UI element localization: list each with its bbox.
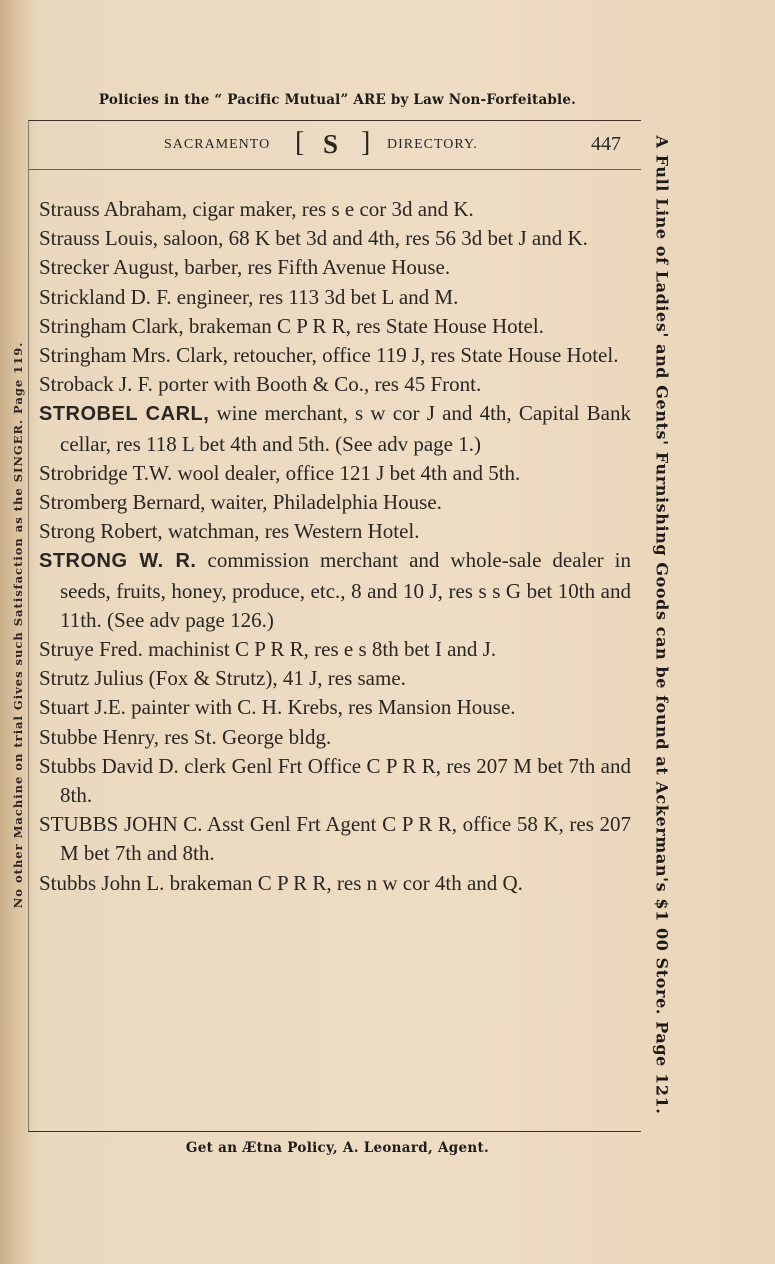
directory-entries: [39, 195, 631, 898]
directory-entry: [39, 693, 631, 722]
right-margin-advertisement: [645, 135, 679, 1115]
entry-text: Struye Fred. machinist C P R R, res e s 8th bet I and J.: [39, 637, 497, 662]
directory-entry: [39, 341, 631, 370]
entry-text: Strong Robert, watchman, res Western Hotel.: [39, 519, 420, 544]
directory-entry: [39, 253, 631, 282]
entry-name-caps: STROBEL CARL,: [39, 403, 210, 426]
directory-entry: [39, 399, 631, 458]
entry-text: Strobridge T.W. wool dealer, office 121 J bet 4th and 5th.: [39, 460, 521, 485]
left-margin-text: No other Machine on trial Gives such Satisfaction as the SINGER. Page 119.: [11, 341, 25, 909]
directory-entry: [39, 283, 631, 312]
right-margin-text: A Full Line of Ladies' and Gents' Furnishing Goods can be found at Ackerman's $1 00 Store. Page 121.: [652, 135, 672, 1115]
entry-text: Stubbs John L. brakeman C P R R, res n w cor 4th and Q.: [39, 870, 523, 895]
entry-text: Stromberg Bernard, waiter, Philadelphia House.: [39, 490, 442, 515]
directory-entry: [39, 195, 631, 224]
directory-entry: [39, 488, 631, 517]
header-city: SACRAMENTO: [164, 137, 271, 152]
directory-entry: [39, 723, 631, 752]
directory-entry: [39, 546, 631, 635]
directory-entry: [39, 810, 631, 868]
entry-text: Stroback J. F. porter with Booth & Co., res 45 Front.: [39, 372, 482, 397]
header-letter: S: [323, 129, 339, 159]
entry-text: STUBBS JOHN C. Asst Genl Frt Agent C P R R, office 58 K, res 207 M bet 7th and 8th.: [39, 812, 631, 866]
directory-entry: [39, 752, 631, 810]
directory-entry: [39, 869, 631, 898]
entry-text: commission merchant and whole-sale dealer in seeds, fruits, honey, produce, etc., 8 and 10 J, res s s G bet 10th and 11th. (See adv page 126.): [60, 548, 632, 632]
top-advertisement: Policies in the “ Pacific Mutual” ARE by Law Non-Forfeitable.: [98, 92, 577, 108]
directory-entry: [39, 517, 631, 546]
directory-entry: [39, 224, 631, 253]
entry-text: Strauss Abraham, cigar maker, res s e cor 3d and K.: [39, 197, 474, 221]
page-number: 447: [591, 133, 621, 155]
directory-entry: [39, 664, 631, 693]
page-frame: [28, 120, 641, 1132]
directory-entry: [39, 635, 631, 664]
entry-text: Stringham Mrs. Clark, retoucher, office 119 J, res State House Hotel.: [39, 343, 619, 368]
bottom-advertisement: Get an Ætna Policy, A. Leonard, Agent.: [185, 1140, 490, 1156]
entry-name-caps: STRONG W. R.: [39, 550, 197, 573]
entry-text: Strauss Louis, saloon, 68 K bet 3d and 4th, res 56 3d bet J and K.: [39, 226, 588, 251]
running-header: [29, 121, 641, 170]
entry-text: Strecker August, barber, res Fifth Avenue House.: [39, 255, 451, 280]
entry-text: Strickland D. F. engineer, res 113 3d bet L and M.: [39, 284, 459, 309]
header-directory: DIRECTORY.: [387, 137, 478, 152]
entry-text: Stubbe Henry, res St. George bldg.: [39, 724, 332, 749]
directory-entry: [39, 312, 631, 341]
entry-text: Stringham Clark, brakeman C P R R, res State House Hotel.: [39, 313, 544, 338]
directory-entry: [39, 459, 631, 488]
entry-text: Strutz Julius (Fox & Strutz), 41 J, res same.: [39, 666, 406, 691]
header-bracket-open: [: [295, 127, 305, 158]
entry-text: Stuart J.E. painter with C. H. Krebs, res Mansion House.: [39, 695, 516, 720]
entry-text: wine merchant, s w cor J and 4th, Capital Bank cellar, res 118 L bet 4th and 5th. (See adv page 1.): [60, 401, 632, 456]
header-bracket-close: ]: [361, 127, 371, 158]
entry-text: Stubbs David D. clerk Genl Frt Office C P R R, res 207 M bet 7th and 8th.: [39, 753, 631, 808]
directory-entry: [39, 370, 631, 399]
